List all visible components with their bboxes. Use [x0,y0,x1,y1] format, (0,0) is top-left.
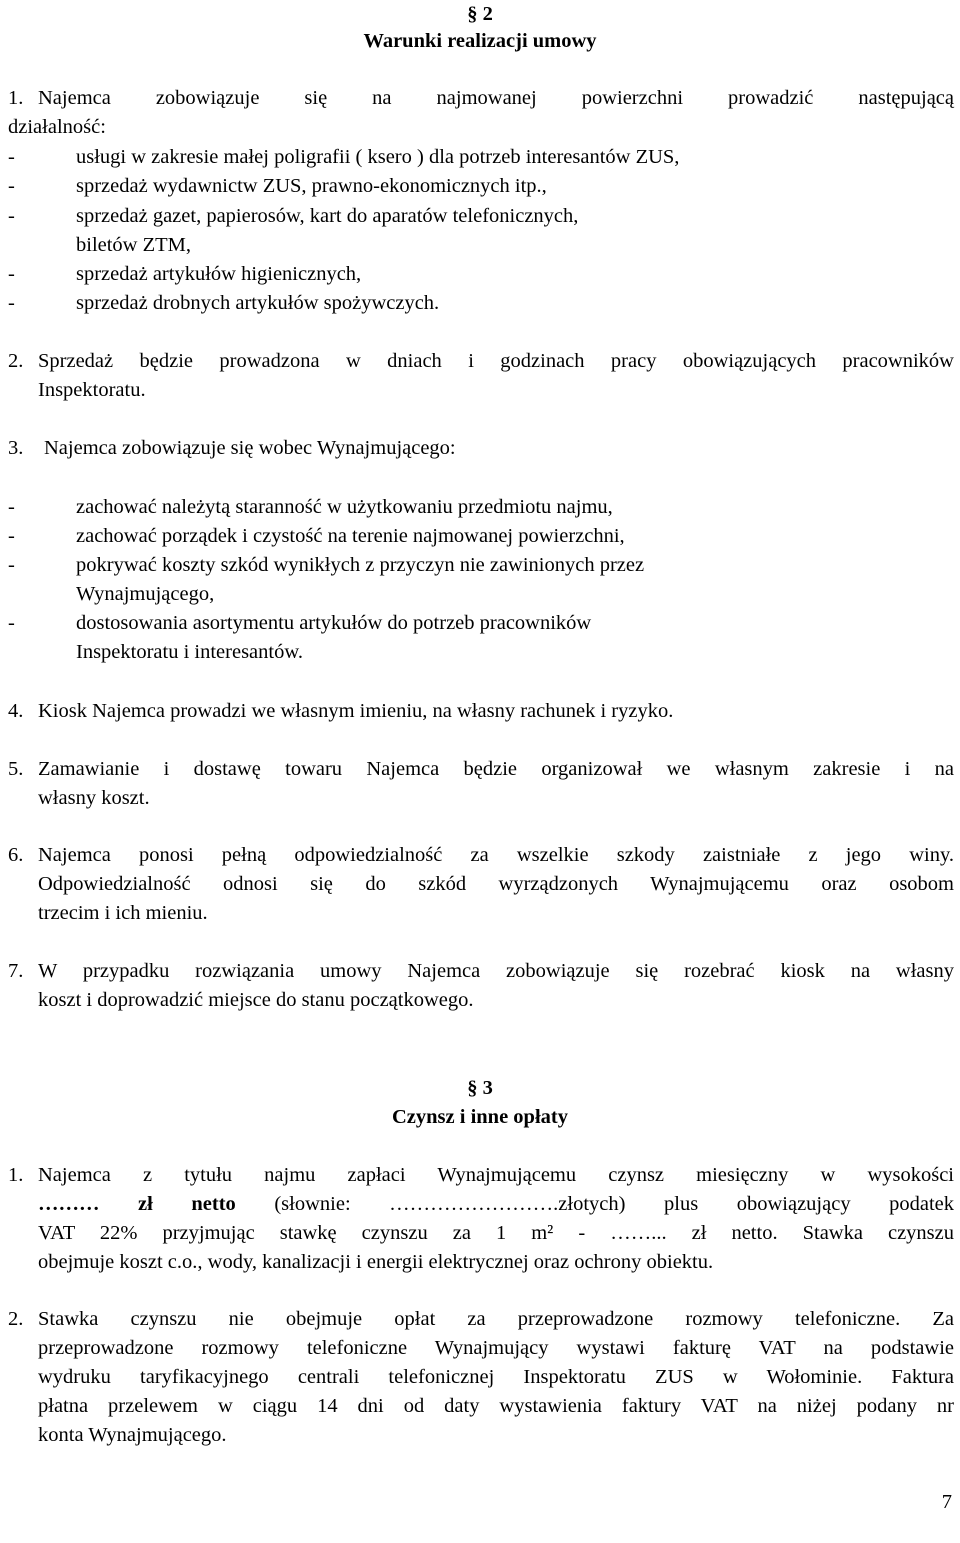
paragraph-number: 3. [8,437,24,459]
paragraph-number: 1. [8,87,24,109]
paragraph-line: Najemca z tytułu najmu zapłaci Wynajmującemu czynsz miesięczny w wysokości [38,1164,954,1186]
paragraph-line: przeprowadzone rozmowy telefoniczne Wynajmujący wystawi fakturę VAT na podstawie [38,1337,954,1359]
paragraph-line: własny koszt. [38,787,150,809]
rent-amount-placeholder: ……… zł netto [38,1193,236,1215]
paragraph-line: Inspektoratu. [38,379,146,401]
paragraph-line: Odpowiedzialność odnosi się do szkód wyrządzonych Wynajmującemu oraz osobom [38,873,954,895]
paragraph-line: ……… zł netto (słownie: …………………….złotych) plus obowiązujący podatek [38,1193,955,1215]
paragraph-number: 6. [8,844,24,866]
paragraph-line: Najemca zobowiązuje się na najmowanej powierzchni prowadzić następującą [38,87,954,109]
paragraph-number: 4. [8,700,24,722]
paragraph-line: Najemca ponosi pełną odpowiedzialność za wszelkie szkody zaistniałe z jego winy. [38,844,954,866]
paragraph-number: 7. [8,960,24,982]
paragraph-line: Najemca zobowiązuje się wobec Wynajmującego: [44,437,456,459]
document-page: § 2 Warunki realizacji umowy 1. Najemca zobowiązuje się na najmowanej powierzchni prowadzić następującą działalność: - usługi w zakresie małej poligrafii ( ksero ) dla potrzeb interesantów ZUS, - sprzedaż wydawnictw ZUS, prawno-ekonomicznych itp., - sprzedaż gazet, papierosów, kart do aparatów telefonicznych, biletów ZTM, - sprzedaż artykułów higienicznych, - sprzedaż drobnych artykułów spożywczych. 2. Sprzedaż będzie prowadzona w dniach i godzinach pracy obowiązujących pracowników Inspektoratu. 3. Najemca zobowiązuje się wobec Wynajmującego: - zachować należytą staranność w użytkowaniu przedmiotu najmu, - zachować porządek i czystość na terenie najmowanej powierzchni, - pokrywać koszty szkód wynikłych z przyczyn nie zawinionych przez Wynajmującego, - dostosowania asortymentu artykułów do potrzeb pracowników Inspektoratu i interesantów. 4. Kiosk Najemca prowadzi we własnym imieniu, na własny rachunek i ryzyko. 5. Zamawianie i dostawę towaru Najemca będzie organizował we własnym zakresie i na własny koszt. 6. Najemca ponosi pełną odpowiedzialność za wszelkie szkody zaistniałe z jego winy. Odpowiedzialność odnosi się do szkód wyrządzonych Wynajmującemu oraz osobom trzecim i ich mieniu. 7. W przypadku rozwiązania umowy Najemca zobowiązuje się rozebrać kiosk na własny koszt i doprowadzić miejsce do stanu początkowego. § 3 Czynsz i inne opłaty 1. Najemca z tytułu najmu zapłaci Wynajmującemu czynsz miesięczny w wysokości ……… zł netto (słownie: …………………….złotych) plus obowiązujący podatek VAT 22% przyjmując stawkę czynszu za 1 m² - ……... zł netto. Stawka czynszu obejmuje koszt c.o., wody, kanalizacji i energii elektrycznej oraz ochrony obiektu. 2. Stawka czynszu nie obejmuje opłat za przeprowadzone rozmowy telefoniczne. Za przeprowadzone rozmowy telefoniczne Wynajmujący wystawi fakturę VAT na podstawie wydruku taryfikacyjnego centrali telefonicznej Inspektoratu ZUS w Wołominie. Faktura płatna przelewem w ciągu 14 dni od daty wystawienia faktury VAT na niżej podany nr konta Wynajmującego. 7 [0,0,960,1543]
paragraph-line: obejmuje koszt c.o., wody, kanalizacji i energii elektrycznej oraz ochrony obiektu. [38,1251,714,1273]
section-2-number: § 2 [467,3,493,25]
paragraph-number: 2. [8,1308,24,1330]
paragraph-line: działalność: [8,116,106,138]
paragraph-number: 5. [8,758,24,780]
paragraph-line: Stawka czynszu nie obejmuje opłat za przeprowadzone rozmowy telefoniczne. Za [38,1308,954,1330]
paragraph-line: płatna przelewem w ciągu 14 dni od daty wystawienia faktury VAT na niżej podany nr [38,1395,954,1417]
section-2-title: Warunki realizacji umowy [363,30,597,52]
paragraph-number: 1. [8,1164,24,1186]
paragraph-line: VAT 22% przyjmując stawkę czynszu za 1 m² - ……... zł netto. Stawka czynszu [38,1222,954,1244]
page-number: 7 [941,1491,952,1513]
paragraph-line: konta Wynajmującego. [38,1424,227,1446]
section-3-number: § 3 [467,1077,493,1099]
section-3-title: Czynsz i inne opłaty [392,1106,568,1128]
paragraph-line: wydruku taryfikacyjnego centrali telefonicznej Inspektoratu ZUS w Wołominie. Faktura [38,1366,954,1388]
paragraph-line: Sprzedaż będzie prowadzona w dniach i godzinach pracy obowiązujących pracowników [38,350,954,372]
paragraph-line: Kiosk Najemca prowadzi we własnym imieniu, na własny rachunek i ryzyko. [38,700,674,722]
paragraph-number: 2. [8,350,24,372]
paragraph-line: W przypadku rozwiązania umowy Najemca zobowiązuje się rozebrać kiosk na własny [38,960,954,982]
paragraph-line: Zamawianie i dostawę towaru Najemca będzie organizował we własnym zakresie i na [38,758,954,780]
paragraph-line: trzecim i ich mieniu. [38,902,208,924]
paragraph-line: koszt i doprowadzić miejsce do stanu początkowego. [38,989,474,1011]
